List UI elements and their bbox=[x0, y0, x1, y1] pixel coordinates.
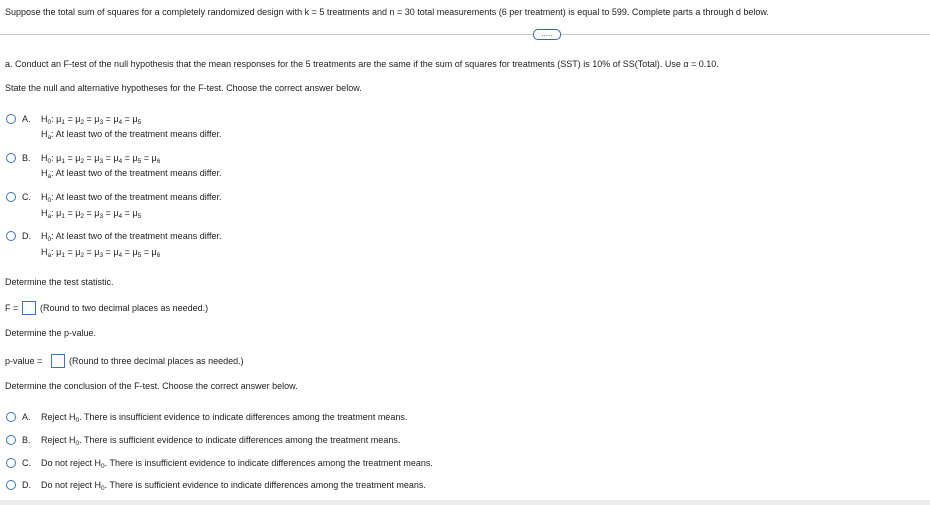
test-statistic-instruction: Determine the test statistic. bbox=[5, 277, 114, 287]
hypothesis-option-d-letter: D. bbox=[22, 231, 31, 241]
hypothesis-option-c-radio[interactable] bbox=[6, 192, 16, 202]
hypothesis-option-c-letter: C. bbox=[22, 192, 31, 202]
conclusion-option-b-radio[interactable] bbox=[6, 435, 16, 445]
conclusion-option-d-radio[interactable] bbox=[6, 480, 16, 490]
hypothesis-option-b-letter: B. bbox=[22, 153, 31, 163]
pvalue-hint: (Round to three decimal places as needed.) bbox=[69, 356, 244, 366]
conclusion-option-a-letter: A. bbox=[22, 412, 31, 422]
hypothesis-option-b-line1[interactable]: $H_0$: $\mu_1 = \mu_2 = \mu_3 = \mu_4 = \mu_5 = \mu_6$ bbox=[41, 153, 161, 165]
f-answer-input[interactable] bbox=[22, 301, 36, 315]
conclusion-option-b-text[interactable]: Reject $H_0$. There is sufficient evidence to indicate differences among the treatment means. bbox=[41, 435, 401, 447]
footer-strip bbox=[0, 500, 930, 505]
conclusion-instruction: Determine the conclusion of the F-test. Choose the correct answer below. bbox=[5, 381, 298, 391]
hypothesis-option-d-line1[interactable]: $H_0$: At least two of the treatment means differ. bbox=[41, 231, 222, 243]
conclusion-option-b-letter: B. bbox=[22, 435, 31, 445]
hypothesis-option-a-line2[interactable]: $H_a$: At least two of the treatment means differ. bbox=[41, 129, 222, 141]
pvalue-label: p-value = bbox=[5, 356, 43, 366]
conclusion-option-c-letter: C. bbox=[22, 458, 31, 468]
question-intro: Suppose the total sum of squares for a completely randomized design with k = 5 treatments and n = 30 total measurements (6 per treatment) is equal to 599. Complete parts a through d below. bbox=[5, 7, 769, 17]
hypothesis-option-d-radio[interactable] bbox=[6, 231, 16, 241]
expand-button[interactable]: ..... bbox=[533, 29, 561, 40]
conclusion-option-c-radio[interactable] bbox=[6, 458, 16, 468]
hypothesis-option-a-radio[interactable] bbox=[6, 114, 16, 124]
part-a-prompt: a. Conduct an F-test of the null hypothesis that the mean responses for the 5 treatments are the same if the sum of squares for treatments (SST) is 10% of SS(Total). Use α = 0.10. bbox=[5, 59, 719, 69]
hypothesis-option-b-radio[interactable] bbox=[6, 153, 16, 163]
hypothesis-option-a-letter: A. bbox=[22, 114, 31, 124]
f-hint: (Round to two decimal places as needed.) bbox=[40, 303, 209, 313]
conclusion-option-d-text[interactable]: Do not reject $H_0$. There is sufficient evidence to indicate differences among the treatment means. bbox=[41, 480, 426, 492]
hypotheses-instruction: State the null and alternative hypotheses for the F-test. Choose the correct answer below. bbox=[5, 83, 362, 93]
hypothesis-option-c-line1[interactable]: $H_0$: At least two of the treatment means differ. bbox=[41, 192, 222, 204]
hypothesis-option-c-line2[interactable]: $H_a$: $\mu_1 = \mu_2 = \mu_3 = \mu_4 = \mu_5$ bbox=[41, 208, 142, 220]
hypothesis-option-a-line1[interactable]: $H_0$: $\mu_1 = \mu_2 = \mu_3 = \mu_4 = \mu_5$ bbox=[41, 114, 142, 126]
conclusion-option-a-radio[interactable] bbox=[6, 412, 16, 422]
hypothesis-option-d-line2[interactable]: $H_a$: $\mu_1 = \mu_2 = \mu_3 = \mu_4 = \mu_5 = \mu_6$ bbox=[41, 247, 161, 259]
pvalue-answer-input[interactable] bbox=[51, 354, 65, 368]
hypothesis-option-b-line2[interactable]: $H_a$: At least two of the treatment means differ. bbox=[41, 168, 222, 180]
f-label: F = bbox=[5, 303, 19, 313]
conclusion-option-a-text[interactable]: Reject $H_0$. There is insufficient evidence to indicate differences among the treatment means. bbox=[41, 412, 408, 424]
conclusion-option-c-text[interactable]: Do not reject $H_0$. There is insufficient evidence to indicate differences among the treatment means. bbox=[41, 458, 433, 470]
section-divider bbox=[0, 34, 930, 35]
pvalue-instruction: Determine the p-value. bbox=[5, 328, 97, 338]
conclusion-option-d-letter: D. bbox=[22, 480, 31, 490]
